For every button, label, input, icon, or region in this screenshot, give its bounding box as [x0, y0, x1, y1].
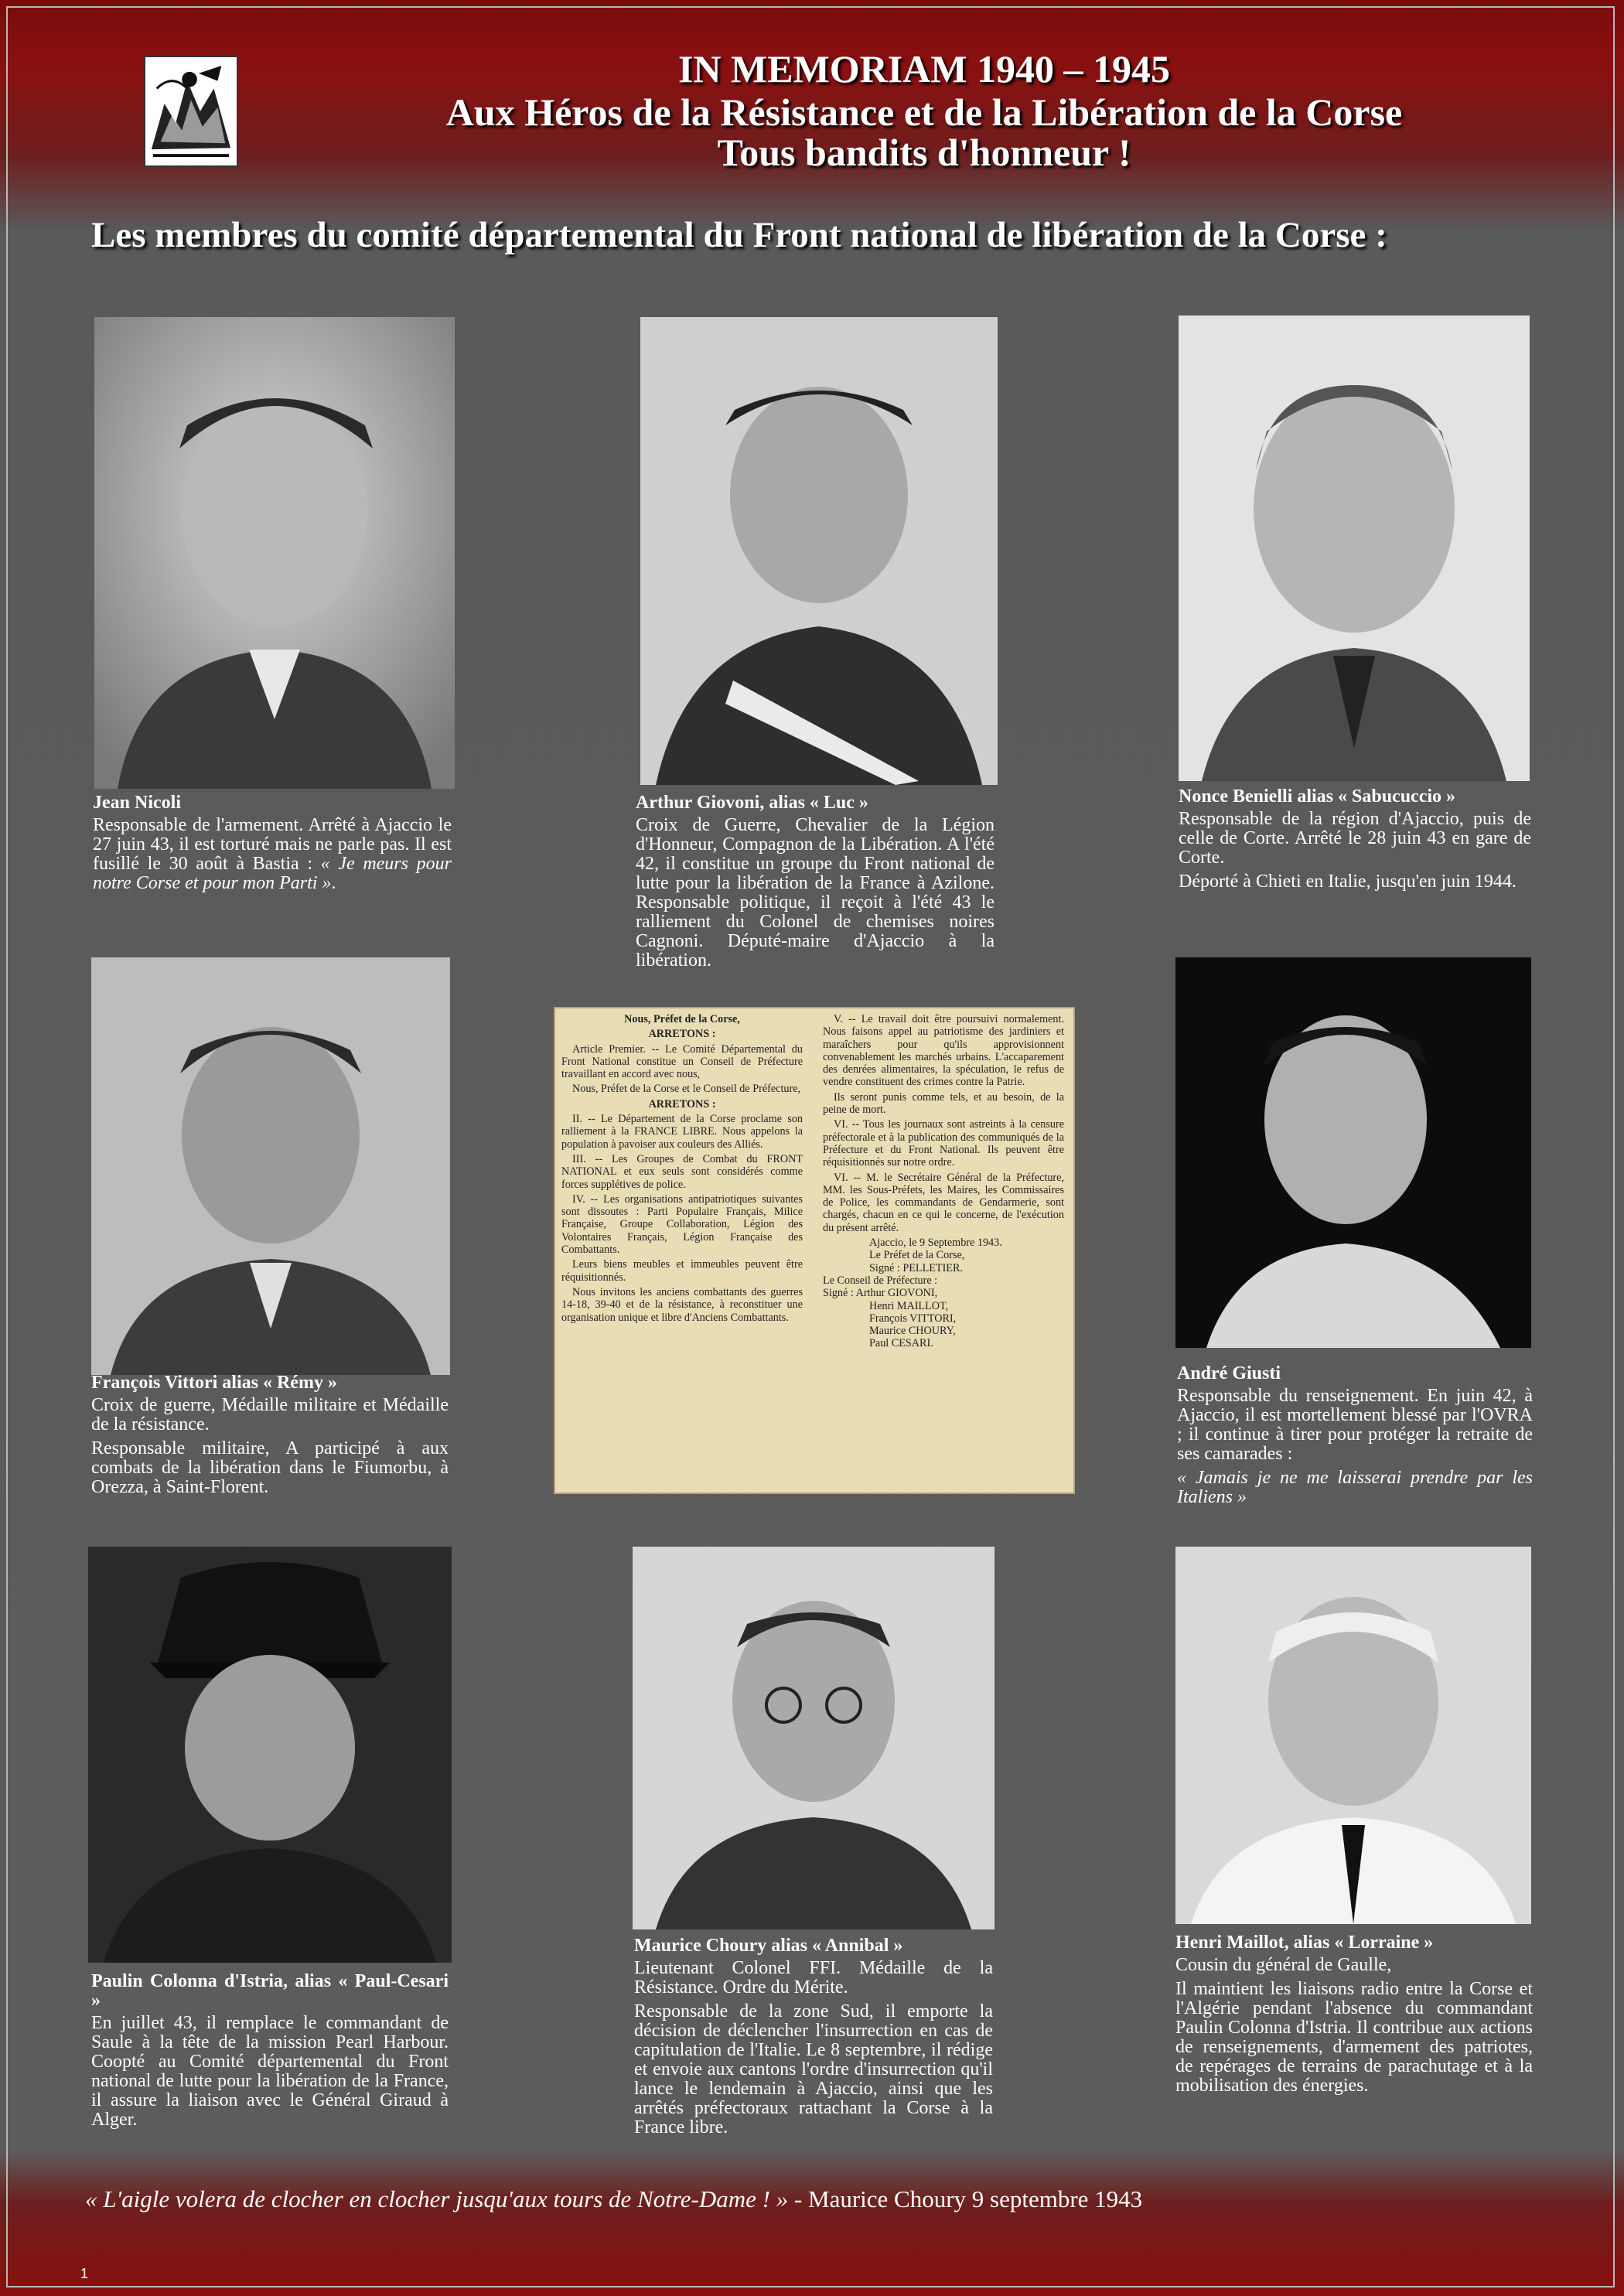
resistance-engraving-logo [144, 56, 238, 167]
portrait-andre-giusti [1175, 957, 1531, 1348]
decree-newspaper-clipping [554, 1007, 1075, 1494]
decree-paragraph: VI. -- Tous les journaux sont astreints à la censure préfectorale et à la publication des communiqués de la Préfecture et du Front National. Ils peuvent être réquisitionnés sur notre ordre. [823, 1118, 1064, 1169]
decree-paragraph: Henri MAILLOT, [869, 1299, 949, 1312]
page-number: 1 [80, 2266, 89, 2281]
caption-jean-nicoli [93, 793, 452, 898]
member-description-2: Déporté à Chieti en Italie, jusqu'en juin 1944. [1179, 872, 1517, 892]
member-description: Croix de guerre, Médaille militaire et Médaille de la résistance. [91, 1395, 449, 1435]
member-name: Paulin Colonna d'Istria, alias « Paul-Cesari » [91, 1971, 449, 2011]
decree-paragraph: François VITTORI, [869, 1312, 957, 1325]
member-quote: « Je meurs pour notre Corse et pour mon Parti » [93, 854, 452, 893]
portrait-francois-vittori [91, 957, 450, 1375]
portrait-arthur-giovoni [640, 317, 998, 785]
caption-arthur-giovoni [636, 793, 995, 975]
decree-paragraph: Leurs biens meubles et immeubles peuvent être réquisitionnés. [561, 1258, 803, 1284]
caption-maurice-choury [634, 1936, 993, 2142]
decree-paragraph: Le Conseil de Préfecture : [823, 1274, 938, 1287]
decree-paragraph: IV. -- Les organisations antipatriotiques suivantes sont dissoutes : Parti Populaire Français, Milice Française, Groupe Collaboration, Légion des Volontaires Français, Légion Française des Combattants. [561, 1192, 803, 1257]
member-name: François Vittori alias « Rémy » [91, 1373, 337, 1393]
title-line-3: Tous bandits d'honneur ! [717, 131, 1131, 174]
member-description: Responsable de l'armement. Arrêté à Ajaccio le 27 juin 43, il est torturé mais ne parle pas. Il est fusillé le 30 août à Bastia : [93, 815, 452, 874]
title-line-1: IN MEMORIAM 1940 – 1945 [677, 47, 1171, 90]
decree-paragraph: Nous, Préfet de la Corse, [624, 1013, 740, 1025]
member-name: Arthur Giovoni, alias « Luc » [636, 793, 868, 813]
decree-paragraph: Signé : Arthur GIOVONI, [823, 1287, 938, 1300]
member-description-end: . [331, 873, 336, 893]
caption-francois-vittori [91, 1373, 449, 1502]
member-description-2: Responsable militaire, A participé à aux combats de la libération dans le Fiumorbu, à Orezza, à Saint-Florent. [91, 1438, 449, 1497]
decree-paragraph: Signé : PELLETIER. [869, 1261, 963, 1274]
member-name: Maurice Choury alias « Annibal » [634, 1936, 903, 1956]
member-description-2: Il maintient les liaisons radio entre la Corse et l'Algérie pendant l'absence du commandant Paulin Colonna d'Istria. Il contribue aux actions de renseignements, d'armement des patriotes, de repérages de terrains de parachutage et à la mobilisation des énergies. [1175, 1979, 1533, 2096]
decree-paragraph: III. -- Les Groupes de Combat du FRONT NATIONAL et eux seuls sont considérés comme forces supplétives de police. [561, 1152, 803, 1191]
title-line-2: Aux Héros de la Résistance et de la Libération de la Corse [445, 90, 1403, 134]
decree-paragraph: ARRETONS : [648, 1097, 716, 1110]
member-quote: « Jamais je ne me laisserai prendre par les Italiens » [1177, 1468, 1533, 1507]
member-description: En juillet 43, il remplace le commandant de Saule à la tête de la mission Pearl Harbour. Coopté au Comité départemental du Front national de lutte pour la libération de la France, il assure la liaison avec le Général Giraud à Alger. [91, 2013, 449, 2130]
decree-paragraph: Ajaccio, le 9 Septembre 1943. [869, 1237, 1002, 1250]
decree-paragraph: Ils seront punis comme tels, et au besoin, de la peine de mort. [823, 1090, 1064, 1117]
portrait-maurice-choury [633, 1547, 995, 1929]
decree-paragraph: Paul CESARI. [869, 1337, 933, 1350]
portrait-henri-maillot [1175, 1547, 1531, 1924]
caption-henri-maillot [1175, 1933, 1533, 2100]
portrait-paulin-colonna-distria [88, 1547, 452, 1963]
member-description-2: Responsable de la zone Sud, il emporte la décision de déclencher l'insurrection en cas de capitulation de l'Italie. Le 8 septembre, il rédige et envoie aux cantons l'ordre d'insurrection qu'il lance le lendemain à Ajaccio, ainsi que les arrêtés préfectoraux rattachant la Corse à la France libre. [634, 2001, 993, 2137]
decree-column-right [823, 1013, 1064, 1350]
decree-paragraph: Maurice CHOURY, [869, 1325, 956, 1338]
decree-column-left [561, 1013, 803, 1326]
portrait-jean-nicoli [94, 317, 455, 789]
decree-paragraph: VI. -- M. le Secrétaire Général de la Préfecture, MM. les Sous-Préfets, les Maires, les Commissaires de Police, les commandants de Gendarmerie, sont chargés, chacun en ce qui le concerne, de l'exécution du présent arrêté. [823, 1171, 1064, 1234]
member-name: André Giusti [1177, 1363, 1281, 1383]
member-description: Lieutenant Colonel FFI. Médaille de la Résistance. Ordre du Mérite. [634, 1958, 993, 1997]
decree-paragraph: Le Préfet de la Corse, [869, 1249, 965, 1262]
decree-paragraph: Article Premier. -- Le Comité Départemental du Front National constitue un Conseil de Préfecture travaillant en accord avec nous, [561, 1042, 803, 1081]
caption-nonce-benielli [1179, 787, 1531, 896]
decree-paragraph: V. -- Le travail doit être poursuivi normalement. Nous faisons appel au patriotisme des jardiniers et maraîchers pour qu'ils approvisionnent convenablement les marchés urbains. L'accaparement des denrées alimentaires, la spéculation, le refus de vendre constituent des crimes contre la Patrie. [823, 1013, 1064, 1089]
decree-paragraph: ARRETONS : [648, 1028, 716, 1041]
member-name: Jean Nicoli [93, 793, 181, 813]
footer-quote [85, 2185, 1554, 2213]
caption-andre-giusti [1177, 1364, 1533, 1512]
decree-paragraph: Nous invitons les anciens combattants des guerres 14-18, 39-40 et de la résistance, à reconstituer une organisation unique et libre d'Anciens Combattants. [561, 1285, 803, 1324]
member-description: Croix de Guerre, Chevalier de la Légion d'Honneur, Compagnon de la Libération. A l'été 42, il constitue un groupe du Front national de lutte pour la libération de la France à Azilone. Responsable politique, il reçoit à l'été 43 le ralliement du Colonel de chemises noires Cagnoni. Député-maire d'Ajaccio à la libération. [636, 815, 995, 971]
portrait-nonce-benielli [1179, 316, 1530, 781]
member-description: Responsable du renseignement. En juin 42, à Ajaccio, il est mortellement blessé par l'OVRA ; il continue à tirer pour protéger la retraite de ses camarades : [1177, 1386, 1533, 1464]
decree-paragraph: Nous, Préfet de la Corse et le Conseil de Préfecture, [572, 1083, 801, 1096]
caption-paulin-colonna-distria [91, 1972, 449, 2134]
member-name: Henri Maillot, alias « Lorraine » [1175, 1933, 1434, 1953]
member-name: Nonce Benielli alias « Sabucuccio » [1179, 786, 1456, 807]
section-heading: Les membres du comité départemental du Front national de libération de la Corse : [91, 215, 1387, 255]
member-description: Cousin du général de Gaulle, [1175, 1955, 1392, 1975]
footer-attribution: - Maurice Choury 9 septembre 1943 [788, 2185, 1143, 2212]
member-description: Responsable de la région d'Ajaccio, puis de celle de Corte. Arrêté le 28 juin 43 en gare de Corte. [1179, 809, 1531, 868]
decree-paragraph: II. -- Le Département de la Corse proclame son ralliement à la FRANCE LIBRE. Nous appelons la population à pavoiser aux couleurs des Alliés. [561, 1113, 803, 1151]
footer-quote-text: « L'aigle volera de clocher en clocher jusqu'aux tours de Notre-Dame ! » [85, 2185, 789, 2212]
